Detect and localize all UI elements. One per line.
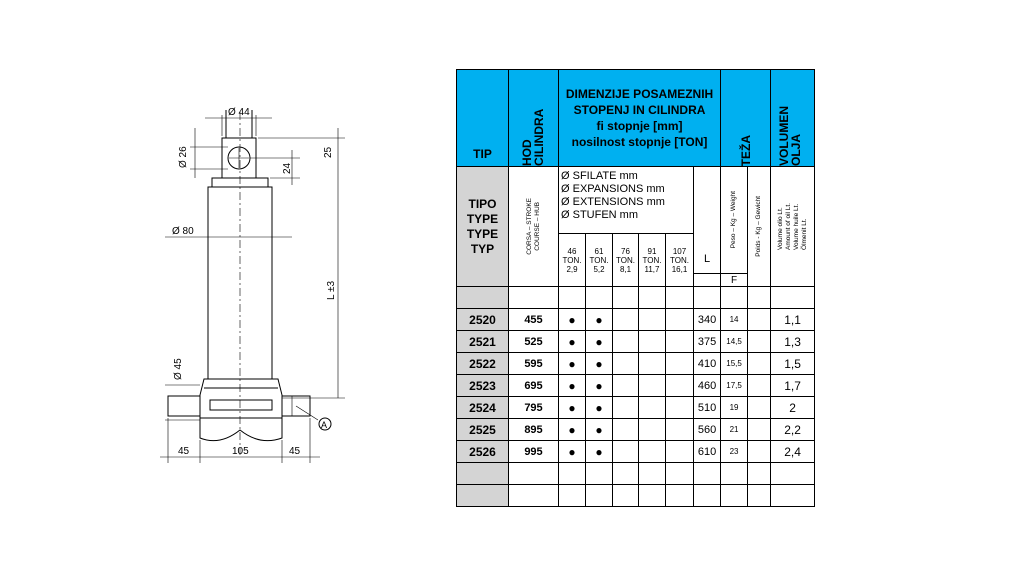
dimensions-line-2: STOPENJ IN CILINDRA (573, 103, 706, 117)
stage-1-load: 2,9 (566, 264, 578, 274)
stage-5-mark (666, 441, 694, 463)
extension-line-1: Ø SFILATE mm (561, 170, 638, 182)
volume-cell: 1,7 (771, 375, 815, 397)
stage-4-mark (639, 397, 666, 419)
stage-5-mark (666, 375, 694, 397)
stage-2-mark: ● (586, 397, 613, 419)
empty-row (457, 485, 815, 507)
weight-cell: 23 (721, 441, 748, 463)
stage-2-mark: ● (586, 419, 613, 441)
weight-blank (748, 353, 771, 375)
dim-mid-label: 105 (232, 446, 249, 457)
stage-5-mark (666, 419, 694, 441)
length-cell: 510 (694, 397, 721, 419)
stage-5-mark (666, 331, 694, 353)
stage-3-mark (613, 375, 639, 397)
extension-labels (559, 167, 694, 234)
weight-blank (748, 419, 771, 441)
dimensions-line-3: fi stopnje [mm] (596, 119, 683, 133)
stage-3-mark (613, 397, 639, 419)
stage-1-mark: ● (559, 441, 586, 463)
weight-fr-de: Poids - Kg – Gewicht (755, 196, 763, 257)
stage-4 (639, 234, 666, 287)
weight-blank (748, 331, 771, 353)
dia-barrel-label: Ø 80 (172, 226, 194, 237)
tip-cell: 2522 (457, 353, 509, 375)
spacer-row (457, 287, 815, 309)
dim-25-label: 25 (323, 146, 334, 158)
stage-1-mark: ● (559, 309, 586, 331)
stage-5-mark (666, 353, 694, 375)
table-row (457, 419, 815, 441)
teza-header-text: TEŽA (738, 134, 753, 166)
weight-fr-de-cell (748, 167, 771, 287)
dia-pin-label: Ø 26 (178, 146, 189, 168)
stage-5-ton: TON. (670, 255, 689, 265)
cylinder-drawing (150, 95, 360, 465)
corsa-line-1: CORSA – STROKE (525, 198, 533, 255)
volume-line-3: Volume huile Lt. (792, 203, 800, 250)
volume-cell: 2,4 (771, 441, 815, 463)
dimensions-line-1: DIMENZIJE POSAMEZNIH (565, 87, 714, 101)
hod-cell: 695 (509, 375, 559, 397)
volume-line-2: Amount of oil Lt. (784, 203, 792, 250)
stage-5-dia: 107 (672, 246, 687, 256)
volume-cell: 2 (771, 397, 815, 419)
dia-top-label: Ø 44 (228, 107, 250, 118)
stage-3-mark (613, 441, 639, 463)
stage-2-mark: ● (586, 375, 613, 397)
stage-2-mark: ● (586, 331, 613, 353)
stage-5-mark (666, 309, 694, 331)
stage-5-load: 16,1 (671, 264, 688, 274)
weight-cell: 17,5 (721, 375, 748, 397)
hod-cell: 895 (509, 419, 559, 441)
table-row (457, 309, 815, 331)
stage-3 (613, 234, 639, 287)
hod-cell: 795 (509, 397, 559, 419)
stage-4-mark (639, 419, 666, 441)
table-row (457, 375, 815, 397)
stage-2-mark: ● (586, 309, 613, 331)
length-cell: 410 (694, 353, 721, 375)
volume-line-4: Ölmenit Lt. (800, 218, 808, 250)
empty-tip-cell (457, 485, 509, 507)
l-blank (694, 274, 721, 287)
stage-2-ton: TON. (589, 255, 609, 265)
stage-2 (586, 234, 613, 287)
stage-2-mark: ● (586, 441, 613, 463)
stage-4-dia: 91 (647, 246, 657, 256)
dim-24-label: 24 (282, 162, 293, 174)
stage-1 (559, 234, 586, 287)
weight-blank (748, 309, 771, 331)
dimensions-line-4: nosilnost stopnje [TON] (571, 135, 708, 149)
volume-cell: 2,2 (771, 419, 815, 441)
tip-cell: 2525 (457, 419, 509, 441)
volume-cell: 1,1 (771, 309, 815, 331)
trunnion-left (168, 396, 200, 416)
teza-header (721, 70, 771, 167)
stage-4-ton: TON. (642, 255, 662, 265)
table-row (457, 397, 815, 419)
tipo-line-1: TIPO (468, 196, 497, 211)
volume-cell: 1,5 (771, 353, 815, 375)
stage-1-mark: ● (559, 331, 586, 353)
extension-line-2: Ø EXPANSIONS mm (561, 183, 665, 195)
stage-1-mark: ● (559, 397, 586, 419)
subheader-row-1 (457, 167, 815, 234)
stage-5-mark (666, 397, 694, 419)
cylinder-base (200, 379, 282, 418)
hod-header (509, 70, 559, 167)
length-cell: 375 (694, 331, 721, 353)
volume-line-1: Volume olio Lt. (776, 207, 784, 250)
stage-3-ton: TON. (616, 255, 635, 265)
weight-blank (748, 441, 771, 463)
tip-cell: 2526 (457, 441, 509, 463)
weight-blank (748, 375, 771, 397)
stage-1-mark: ● (559, 353, 586, 375)
f-label: F (721, 274, 748, 287)
extension-line-4: Ø STUFEN mm (561, 209, 638, 221)
stage-2-mark: ● (586, 353, 613, 375)
stage-1-mark: ● (559, 419, 586, 441)
length-cell: 560 (694, 419, 721, 441)
weight-blank (748, 397, 771, 419)
stage-5 (666, 234, 694, 287)
extension-line-3: Ø EXTENSIONS mm (561, 196, 665, 208)
volumen-header (771, 70, 815, 167)
stage-3-mark (613, 353, 639, 375)
dia-base-label: Ø 45 (173, 358, 184, 380)
volume-cell: 1,3 (771, 331, 815, 353)
weight-cell: 15,5 (721, 353, 748, 375)
weight-cell: 14 (721, 309, 748, 331)
stage-1-dia: 46 (567, 246, 577, 256)
spec-table (456, 69, 815, 507)
stage-1-ton: TON. (562, 255, 582, 265)
tipo-line-3: TYPE (466, 226, 499, 241)
tip-cell: 2523 (457, 375, 509, 397)
dim-right-label: 45 (289, 446, 301, 457)
stage-3-mark (613, 419, 639, 441)
stage-4-load: 11,7 (644, 264, 660, 274)
stage-1-mark: ● (559, 375, 586, 397)
stage-4-mark (639, 331, 666, 353)
l-header: L (694, 167, 721, 274)
tip-cell: 2521 (457, 331, 509, 353)
length-cell: 460 (694, 375, 721, 397)
table-row (457, 441, 815, 463)
stage-2-load: 5,2 (593, 264, 605, 274)
stage-3-mark (613, 309, 639, 331)
tipo-line-2: TYPE (466, 211, 499, 226)
dimensions-header (559, 70, 721, 167)
weight-cell: 19 (721, 397, 748, 419)
tipo-line-4: TYP (470, 241, 495, 256)
volume-labels-cell (771, 167, 815, 287)
weight-it-en-cell (721, 167, 748, 274)
tip-header: TIP (457, 70, 509, 167)
empty-row (457, 463, 815, 485)
weight-cell: 14,5 (721, 331, 748, 353)
volumen-header-text: VOLUMEN OLJA (776, 106, 803, 166)
marker-label: A (321, 420, 328, 430)
tip-cell: 2520 (457, 309, 509, 331)
tip-cell: 2524 (457, 397, 509, 419)
weight-it-en: Peso – Kg – Weight (730, 191, 738, 249)
stage-3-load: 8,1 (619, 264, 632, 274)
stage-4-mark (639, 441, 666, 463)
table-row (457, 353, 815, 375)
stage-3-dia: 76 (621, 246, 630, 256)
weight-cell: 21 (721, 419, 748, 441)
hod-cell: 525 (509, 331, 559, 353)
hod-cell: 595 (509, 353, 559, 375)
length-cell: 610 (694, 441, 721, 463)
stage-4-mark (639, 353, 666, 375)
stage-2-dia: 61 (594, 246, 604, 256)
length-label: L ±3 (326, 280, 337, 300)
hod-cell: 995 (509, 441, 559, 463)
tipo-cell (457, 167, 509, 287)
stage-4-mark (639, 375, 666, 397)
length-cell: 340 (694, 309, 721, 331)
table-row (457, 331, 815, 353)
corsa-cell (509, 167, 559, 287)
stage-4-mark (639, 309, 666, 331)
dim-left-label: 45 (178, 446, 190, 457)
empty-tip-cell (457, 463, 509, 485)
spacer-cell (457, 287, 509, 309)
header-row (457, 70, 815, 167)
stage-3-mark (613, 331, 639, 353)
hod-cell: 455 (509, 309, 559, 331)
hod-header-text: HOD CILINDRA (519, 108, 546, 166)
corsa-line-2: COURSE – HUB (533, 202, 541, 251)
